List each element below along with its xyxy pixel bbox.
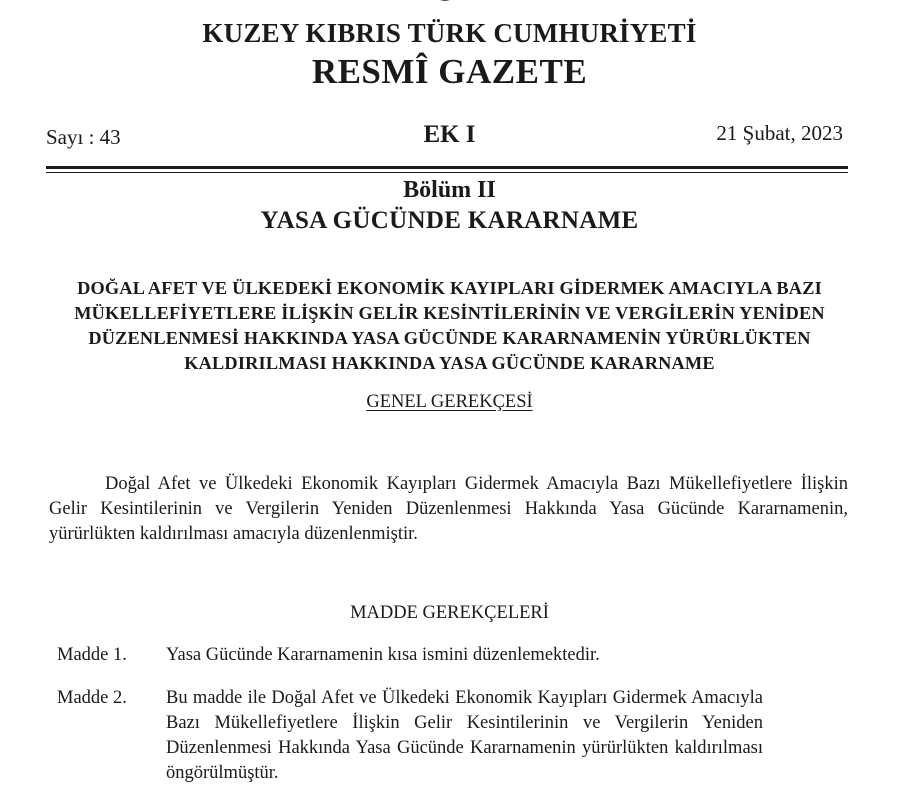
article-1 — [57, 643, 763, 668]
publication-date: 21 Şubat, 2023 — [716, 121, 843, 145]
issue-number: Sayı : 43 — [46, 125, 121, 149]
article-label: Madde 2. — [57, 688, 127, 708]
header-rule-thick — [46, 166, 848, 169]
header-rule-thin — [46, 172, 848, 173]
article-rationales-heading: MADDE GEREKÇELERİ — [350, 603, 549, 623]
gazette-title: RESMÎ GAZETE — [311, 52, 588, 91]
article-label: Madde 1. — [57, 645, 127, 665]
article-text: Yasa Gücünde Kararnamenin kısa ismini düzenlemektedir. — [166, 645, 600, 665]
general-rationale-heading: GENEL GEREKÇESİ — [366, 392, 533, 412]
annex-label: EK I — [423, 121, 476, 148]
article-2 — [57, 686, 763, 786]
decree-title: DOĞAL AFET VE ÜLKEDEKİ EKONOMİK KAYIPLARI GİDERMEK AMACIYLA BAZI MÜKELLEFİYETLERE İLİŞKİN GELİR KESİNTİLERİNİN VE VERGİLERİN YENİDEN DÜZENLENMESİ HAKKINDA YASA GÜCÜNDE KARARNAMENİN YÜRÜRLÜKTEN KALDIRILMASI HAKKINDA YASA GÜCÜNDE KARARNAME — [74, 278, 825, 373]
country-name: KUZEY KIBRIS TÜRK CUMHURİYETİ — [202, 18, 697, 48]
section-number: Bölüm II — [403, 177, 496, 203]
emblem-icon — [420, 0, 470, 6]
article-text: Bu madde ile Doğal Afet ve Ülkedeki Ekonomik Kayıpları Gidermek Amacıyla Bazı Mükellefiyetlere İlişkin Gelir Kesintilerinin ve Vergilerin Yeniden Düzenlenmesi Hakkında Yasa Gücünde Kararnamenin yürürlükten kaldırılması öngörülmüştür. — [166, 688, 763, 783]
general-rationale-text: Doğal Afet ve Ülkedeki Ekonomik Kayıpları Gidermek Amacıyla Bazı Mükellefiyetlere İlişkin Gelir Kesintilerinin ve Vergilerin Yeniden Düzenlenmesi Hakkında Yasa Gücünde Kararnamenin, yürürlükten kaldırılması amacıyla düzenlenmiştir. — [49, 474, 848, 544]
section-title: YASA GÜCÜNDE KARARNAME — [260, 207, 639, 234]
